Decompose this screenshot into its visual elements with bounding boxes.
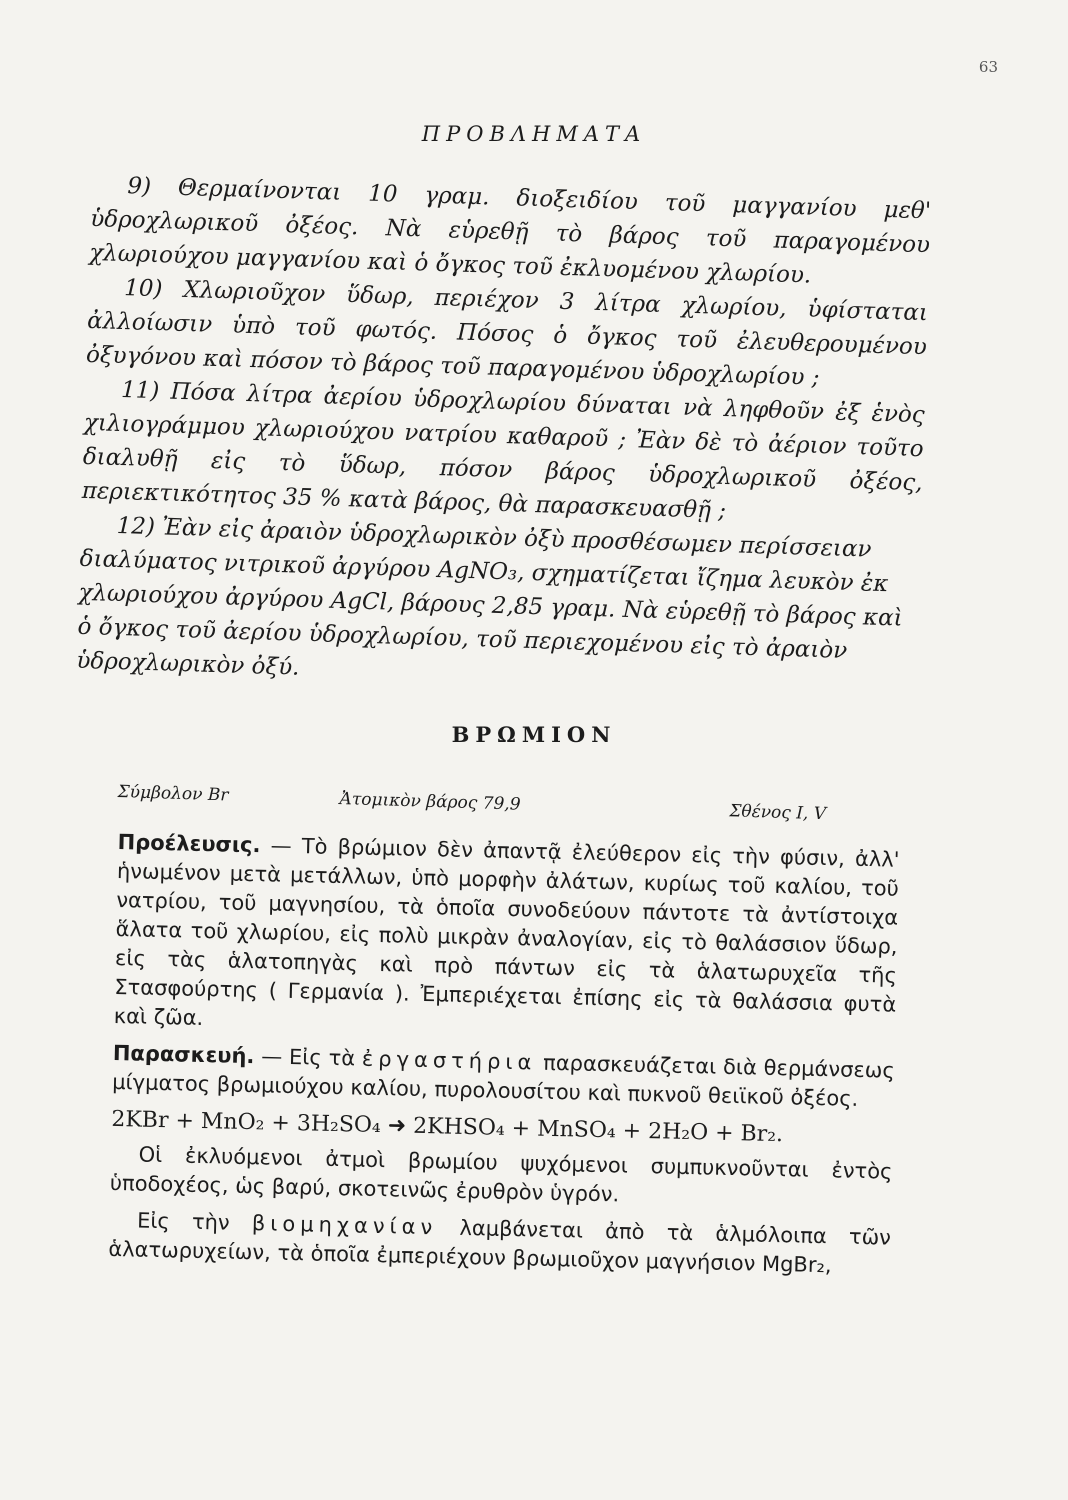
element-symbol: Σύμβολον Br — [117, 782, 229, 806]
problem-9: 9) Θερμαίνονται 10 γραμ. διοξειδίου τοῦ μαγγανίου μεθ' ὑδροχλωρικοῦ ὀξέος. Νὰ εὑρεθῇ τὸ βάρος τοῦ παραγομένου χλωριούχου μαγγανίου καὶ ὁ ὄγκος τοῦ ἐκλυομένου χλωρίου. — [88, 173, 932, 289]
origin-heading: Προέλευσις. — [117, 829, 261, 858]
preparation-text-b: παρασκευάζεται διὰ θερμάνσεως μίγματος βρωμιούχου καλίου, πυρολουσίτου καὶ πυκνοῦ θειϊκοῦ ὀξέος. — [111, 1050, 895, 1111]
reaction-equation: 2KBr + MnO₂ + 3H₂SO₄ ➜ 2KHSO₄ + MnSO₄ + 2H₂O + Br₂. — [111, 1106, 784, 1148]
industry-text-b: λαμβάνεται ἀπὸ τὰ ἁλμόλοιπα τῶν ἁλατωρυχείων, τὰ ὁποῖα ἐμπεριέχουν βρωμιοῦχον μαγνήσιον MgBr₂, — [108, 1215, 892, 1278]
preparation-heading: Παρασκευή. — [112, 1040, 255, 1069]
preparation-spaced: ἐργαστήρια — [361, 1046, 537, 1075]
valence: Σθένος I, V — [729, 801, 827, 825]
vapor-paragraph: Οἱ ἐκλυόμενοι ἀτμοὶ βρωμίου ψυχόμενοι συμπυκνοῦνται ἐντὸς ὑποδοχέος, ὡς βαρύ, σκοτεινῶς ἐρυθρὸν ὑγρόν. — [109, 1142, 893, 1207]
problem-10: 10) Χλωριοῦχον ὕδωρ, περιέχον 3 λίτρα χλωρίου, ὑφίσταται ἀλλοίωσιν ὑπὸ τοῦ φωτός. Πόσος ὁ ὄγκος τοῦ ἐλευθερουμένου ὀξυγόνου καὶ πόσον τὸ βάρος τοῦ παραγομένου ὑδροχλωρίου ; — [85, 275, 929, 391]
preparation-text-a: — Εἰς τὰ — [254, 1044, 363, 1071]
problems-list — [76, 168, 932, 704]
origin-paragraph — [113, 828, 899, 1049]
industry-text-a: Εἰς τὴν — [136, 1208, 253, 1236]
problem-11: 11) Πόσα λίτρα ἀερίου ὑδροχλωρίου δύναται νὰ ληφθοῦν ἐξ ἑνὸς χιλιογράμμου χλωριούχου νατρίου καθαροῦ ; Ἐὰν δὲ τὸ ἀέριον τοῦτο διαλυθῇ εἰς τὸ ὕδωρ, πόσον βάρος ὑδροχλωρικοῦ ὀξέος, περιεκτικότητος 35 % κατὰ βάρος, θὰ παρασκευασθῇ ; — [81, 377, 926, 525]
industry-paragraph — [108, 1206, 891, 1282]
preparation-paragraph — [112, 1039, 895, 1115]
origin-text: — Τὸ βρώμιον δὲν ἀπαντᾷ ἐλεύθερον εἰς τὴν φύσιν, ἀλλ' ἡνωμένον μετὰ μετάλλων, ὑπὸ μορφὴν ἀλάτων, κυρίως τοῦ καλίου, τοῦ νατρίου, τοῦ μαγνησίου, τὰ ὁποῖα συνοδεύουν πάντοτε τὰ ἀντίστοιχα ἅλατα τοῦ χλωρίου, εἰς πολὺ μικρὰν ἀναλογίαν, εἰς τὸ θαλάσσιον ὕδωρ, εἰς τὰς ἁλατοπηγὰς καὶ πρὸ πάντων εἰς τὰ ἁλατωρυχεῖα τῆς Στασφούρτης ( Γερμανία ). Ἐμπεριέχεται ἐπίσης εἰς τὰ θαλάσσια φυτὰ καὶ ζῶα. — [113, 833, 900, 1030]
industry-spaced: βιομηχανίαν — [251, 1211, 438, 1240]
atomic-weight: Ἀτομικὸν βάρος 79,9 — [339, 788, 521, 815]
problems-heading: ΠΡΟΒΛΗΜΑΤΑ — [421, 122, 647, 146]
page-number: 63 — [978, 58, 998, 76]
element-title: ΒΡΩΜΙΟΝ — [451, 722, 617, 747]
bromine-description — [108, 828, 900, 1290]
problem-12: 12) Ἐὰν εἰς ἀραιὸν ὑδροχλωρικὸν ὀξὺ προσθέσωμεν περίσσειαν διαλύματος νιτρικοῦ ἀργύρου AgNO₃, σχηματίζεται ἴζημα λευκὸν ἐκ χλωριούχου ἀργύρου AgCl, βάρους 2,85 γραμ. Νὰ εὑρεθῇ τὸ βάρος καὶ ὁ ὄγκος τοῦ ἀερίου ὑδροχλωρίου, τοῦ περιεχομένου εἰς τὸ ἀραιὸν ὑδροχλωρικὸν ὀξύ. — [76, 512, 903, 681]
